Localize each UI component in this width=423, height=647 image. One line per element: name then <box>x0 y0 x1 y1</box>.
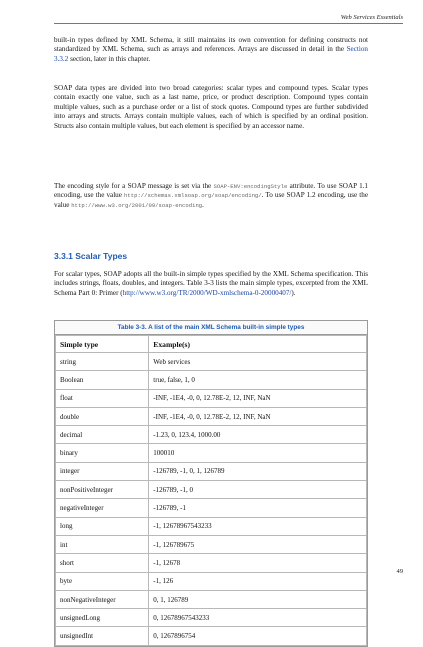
paragraph-arrays-intro <box>54 36 368 64</box>
example-cell: true, false, 1, 0 <box>149 371 367 389</box>
column-header-examples: Example(s) <box>149 336 367 353</box>
column-header-simple-type: Simple type <box>56 336 149 353</box>
example-cell: -126789, -1, 0, 1, 126789 <box>149 462 367 480</box>
table-row <box>56 609 367 627</box>
type-cell: Boolean <box>56 371 149 389</box>
header-divider <box>54 23 403 24</box>
example-cell: 100010 <box>149 444 367 462</box>
type-cell: decimal <box>56 426 149 444</box>
table-row <box>56 481 367 499</box>
table-row <box>56 590 367 608</box>
type-cell: negativeInteger <box>56 499 149 517</box>
type-cell: unsignedLong <box>56 609 149 627</box>
paragraph-text: section, later in this chapter. <box>68 54 151 63</box>
example-cell: Web services <box>149 353 367 371</box>
example-cell: -INF, -1E4, -0, 0, 12.78E-2, 12, INF, NaN <box>149 389 367 407</box>
paragraph-text: attribute. To use SOAP 1.1 encoding, use the value <box>54 182 368 200</box>
table-row <box>56 462 367 480</box>
paragraph-scalar-types <box>54 270 368 298</box>
paragraph-text: The encoding style for a SOAP message is set via the <box>54 182 214 190</box>
type-cell: short <box>56 554 149 572</box>
paragraph-text: . To use SOAP 1.2 encoding, use the value <box>54 191 368 209</box>
code-soap12-uri: http://www.w3.org/2001/09/soap-encoding <box>71 201 203 209</box>
example-cell: -126789, -1, 0 <box>149 481 367 499</box>
type-cell: string <box>56 353 149 371</box>
example-cell: -1, 126 <box>149 572 367 590</box>
paragraph-text: ). <box>291 288 296 297</box>
section-3-3-2-link[interactable]: Section 3.3.2 <box>54 45 368 63</box>
type-cell: binary <box>56 444 149 462</box>
page-number: 49 <box>396 568 403 575</box>
table-row <box>56 572 367 590</box>
example-cell: 0, 12678967543233 <box>149 609 367 627</box>
paragraph-data-types: SOAP data types are divided into two broad categories: scalar types and compound types. Scalar types contain exactly one value, such as a last name, price, or product description. Compound types contain multiple values, such as a purchase order or a list of stock quotes. Compound types are further subdivided into arrays and structs. Arrays contain multiple values, each of which is specified by an ordinal position. Structs also contain multiple values, but each element is specified by an accessor name. <box>54 84 368 130</box>
table-header-row <box>56 336 367 353</box>
table-row <box>56 407 367 425</box>
paragraph-text: . <box>202 200 204 209</box>
type-cell: integer <box>56 462 149 480</box>
type-cell: double <box>56 407 149 425</box>
section-heading: 3.3.1 Scalar Types <box>54 251 128 261</box>
table-row <box>56 517 367 535</box>
type-cell: byte <box>56 572 149 590</box>
example-cell: -1, 12678967543233 <box>149 517 367 535</box>
simple-types-table <box>54 320 368 647</box>
type-cell: nonPositiveInteger <box>56 481 149 499</box>
table-row <box>56 353 367 371</box>
example-cell: -INF, -1E4, -0, 0, 12.78E-2, 12, INF, NaN <box>149 407 367 425</box>
table-body <box>56 353 367 646</box>
table-caption: Table 3-3. A list of the main XML Schema built-in simple types <box>55 321 367 335</box>
example-cell: -1.23, 0, 123.4, 1000.00 <box>149 426 367 444</box>
example-cell: 0, 1, 126789 <box>149 590 367 608</box>
example-cell: -126789, -1 <box>149 499 367 517</box>
code-encoding-style: SOAP-ENV:encodingStyle <box>213 183 288 190</box>
table-row <box>56 627 367 645</box>
paragraph-encoding-style <box>54 182 368 210</box>
table-row <box>56 371 367 389</box>
table-row <box>56 535 367 553</box>
example-cell: 0, 1267896754 <box>149 627 367 645</box>
type-cell: long <box>56 517 149 535</box>
code-soap11-uri: http://schemas.xmlsoap.org/soap/encoding/ <box>124 192 262 200</box>
type-cell: unsignedInt <box>56 627 149 645</box>
simple-types-grid <box>55 335 367 646</box>
example-cell: -1, 12678 <box>149 554 367 572</box>
paragraph-text: For scalar types, SOAP adopts all the built-in simple types specified by the XML Schema specification. This includes strings, floats, doubles, and integers. Table 3-3 lists the main simple types, excerpted from the XML Schema Part 0: Primer ( <box>54 270 368 297</box>
type-cell: nonNegativeInteger <box>56 590 149 608</box>
example-cell: -1, 126789675 <box>149 535 367 553</box>
running-header: Web Services Essentials <box>340 14 403 21</box>
xml-schema-primer-link[interactable]: http://www.w3.org/TR/2000/WD-xmlschema-0-20000407/ <box>122 288 292 297</box>
paragraph-text: built-in types defined by XML Schema, it still maintains its own convention for defining constructs not standardized by XML Schema, such as arrays and references. Arrays are discussed in detail in the <box>54 36 368 54</box>
table-row <box>56 389 367 407</box>
type-cell: float <box>56 389 149 407</box>
type-cell: int <box>56 535 149 553</box>
table-row <box>56 426 367 444</box>
table-row <box>56 499 367 517</box>
table-row <box>56 444 367 462</box>
table-row <box>56 554 367 572</box>
